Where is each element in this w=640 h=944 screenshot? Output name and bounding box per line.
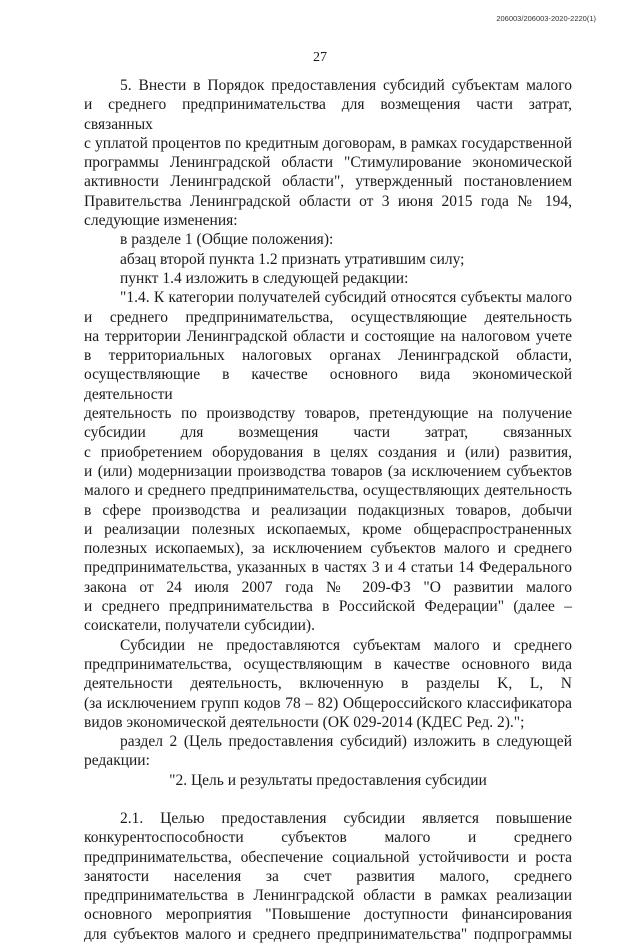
- text-line: занятости населения за счет развития малого, среднего: [84, 867, 572, 885]
- text-line: и среднего предпринимательства, осуществляющие деятельность: [84, 308, 572, 326]
- section-2-heading: "2. Цель и результаты предоставления субсидии: [169, 771, 487, 789]
- text-line: деятельности деятельность, включенную в разделы K, L, N: [84, 675, 572, 693]
- text-line: следующие изменения:: [84, 212, 238, 230]
- text-line: закона от 24 июля 2007 года № 209-ФЗ "О развитии малого: [84, 578, 572, 596]
- text-line: (за исключением групп кодов 78 – 82) Общероссийского классификатора: [84, 694, 572, 712]
- text-line: конкурентоспособности субъектов малого и среднего: [84, 829, 572, 847]
- text-line: в территориальных налоговых органах Ленинградской области,: [84, 347, 572, 365]
- text-line: абзац второй пункта 1.2 признать утратившим силу;: [120, 250, 465, 268]
- text-line: субсидии для возмещения части затрат, связанных: [84, 424, 572, 442]
- clause-2-1-paragraph: [84, 809, 572, 944]
- section-2-instruction: [84, 732, 572, 771]
- text-line: видов экономической деятельности (ОК 029-2014 (КДЕС Ред. 2).";: [84, 713, 525, 731]
- text-line: для субъектов малого и среднего предпринимательства" подпрограммы: [84, 925, 572, 943]
- document-body: [84, 76, 572, 944]
- text-line: предпринимательства, указанных в частях 3 и 4 статьи 14 Федерального: [84, 559, 572, 577]
- text-line: основного мероприятия "Повышение доступности финансирования: [84, 906, 572, 924]
- text-line: и среднего предпринимательства в Российской Федерации" (далее –: [84, 598, 572, 616]
- text-line: пункт 1.4 изложить в следующей редакции:: [120, 269, 409, 287]
- text-line: Субсидии не предоставляются субъектам малого и среднего: [120, 636, 572, 654]
- text-line: на территории Ленинградской области и состоящие на налоговом учете: [84, 327, 572, 345]
- text-line: и (или) модернизации производства товаров (за исключением субъектов: [84, 462, 572, 480]
- text-line: предпринимательства в Ленинградской области в рамках реализации: [84, 887, 572, 905]
- text-line: деятельность по производству товаров, претендующие на получение: [84, 405, 572, 423]
- text-line: активности Ленинградской области", утвержденный постановлением: [84, 173, 572, 191]
- text-line: с приобретением оборудования в целях создания и (или) развития,: [84, 443, 572, 461]
- subsidies-exclusion-paragraph: [84, 636, 572, 732]
- document-registration-code: 206003/206003-2020-2220(1): [496, 14, 596, 23]
- text-line: предпринимательства, обеспечение социальной устойчивости и роста: [84, 848, 572, 866]
- text-line: программы Ленинградской области "Стимулирование экономической: [84, 154, 572, 172]
- text-line: полезных ископаемых), за исключением субъектов малого и среднего: [84, 540, 572, 558]
- text-line: редакции:: [84, 752, 150, 770]
- text-line: раздел 2 (Цель предоставления субсидий) изложить в следующей: [120, 733, 572, 751]
- clause-1-4-paragraph: [84, 288, 572, 635]
- text-line: 2.1. Целью предоставления субсидии является повышение: [120, 809, 572, 827]
- text-line: с уплатой процентов по кредитным договорам, в рамках государственной: [84, 134, 572, 152]
- text-line: и среднего предпринимательства для возмещения части затрат, связанных: [84, 96, 572, 133]
- text-line: малого и среднего предпринимательства, осуществляющих деятельность: [84, 482, 572, 500]
- item-5-paragraph: [84, 76, 572, 230]
- text-line: осуществляющие в качестве основного вида экономической деятельности: [84, 366, 572, 403]
- page-number: 27: [313, 50, 327, 65]
- text-line: соискатели, получатели субсидии).: [84, 617, 315, 635]
- text-line: в разделе 1 (Общие положения):: [120, 231, 334, 249]
- text-line: Правительства Ленинградской области от 3 июня 2015 года № 194,: [84, 192, 572, 210]
- text-line: в сфере производства и реализации подакцизных товаров, добычи: [84, 501, 572, 519]
- blank-line: [84, 790, 572, 809]
- changes-list: [84, 230, 572, 288]
- text-line: предпринимательства, осуществляющим в качестве основного вида: [84, 655, 572, 673]
- text-line: и реализации полезных ископаемых, кроме общераспространенных: [84, 520, 572, 538]
- text-line: "1.4. К категории получателей субсидий относятся субъекты малого: [120, 289, 572, 307]
- text-line: 5. Внести в Порядок предоставления субсидий субъектам малого: [120, 77, 572, 94]
